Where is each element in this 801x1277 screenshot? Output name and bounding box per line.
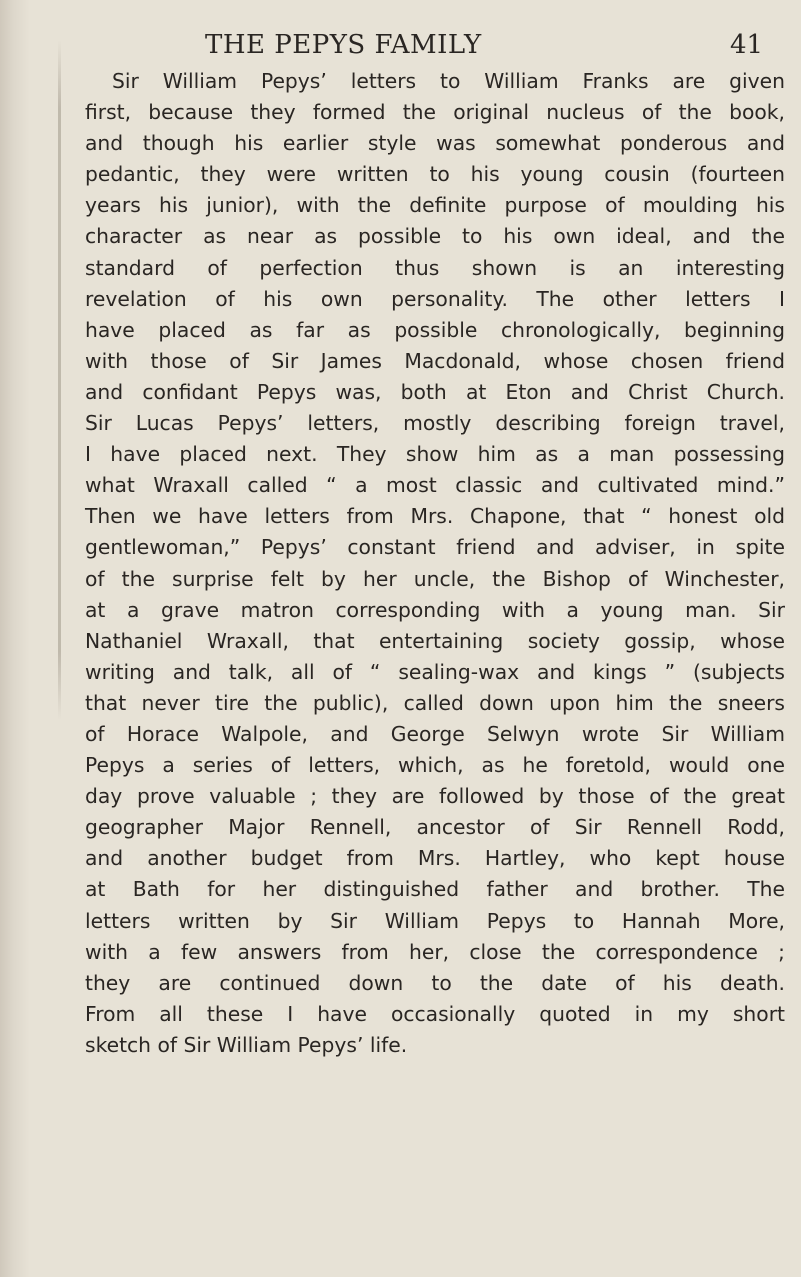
text-line: and another budget from Mrs. Hartley, who kept house [85,846,785,871]
text-line: that never tire the public), called down upon him the sneers [85,690,785,715]
text-line: at Bath for her distinguished father and brother. The [85,877,785,902]
text-line: of the surprise felt by her uncle, the Bishop of Winchester, [85,566,785,591]
text-line: with a few answers from her, close the correspondence ; [85,939,785,964]
text-line: with those of Sir James Macdonald, whose chosen friend [85,348,785,373]
text-line: and though his earlier style was somewhat ponderous and [85,131,785,156]
page-header [0,30,801,64]
text-line: character as near as possible to his own ideal, and the [85,224,785,249]
text-line: revelation of his own personality. The other letters I [85,286,785,311]
body-paragraph [85,66,785,1061]
running-title: THE PEPYS FAMILY [205,30,482,60]
page-gutter-shadow [0,0,30,1277]
text-line: Sir William Pepys’ letters to William Franks are given [112,69,785,93]
text-line: From all these I have occasionally quoted in my short [85,1001,785,1026]
text-line: at a grave matron corresponding with a young man. Sir [85,597,785,622]
page-number: 41 [730,30,764,60]
text-line: Then we have letters from Mrs. Chapone, that “ honest old [85,504,785,529]
text-line: pedantic, they were written to his young cousin (fourteen [85,162,785,187]
text-line: day prove valuable ; they are followed by those of the great [85,784,785,809]
text-line: they are continued down to the date of his death. [85,970,785,995]
text-line: and confidant Pepys was, both at Eton and Christ Church. [85,379,785,404]
text-line: letters written by Sir William Pepys to Hannah More, [85,908,785,933]
text-line: geographer Major Rennell, ancestor of Sir Rennell Rodd, [85,815,785,840]
text-line: of Horace Walpole, and George Selwyn wrote Sir William [85,721,785,746]
text-line: Sir Lucas Pepys’ letters, mostly describing foreign travel, [85,411,785,436]
text-line: have placed as far as possible chronologically, beginning [85,317,785,342]
text-line: writing and talk, all of “ sealing-wax and kings ” (subjects [85,659,785,684]
text-line: Nathaniel Wraxall, that entertaining society gossip, whose [85,628,785,653]
text-line: years his junior), with the definite purpose of moulding his [85,193,785,218]
text-line: sketch of Sir William Pepys’ life. [85,1032,408,1057]
text-line: what Wraxall called “ a most classic and cultivated mind.” [85,473,785,498]
binding-edge [58,40,61,720]
text-line: I have placed next. They show him as a man possessing [85,442,785,467]
text-line: standard of perfection thus shown is an interesting [85,255,785,280]
text-line: Pepys a series of letters, which, as he foretold, would one [85,753,785,778]
text-line: gentlewoman,” Pepys’ constant friend and adviser, in spite [85,535,785,560]
text-line: first, because they formed the original nucleus of the book, [85,100,785,125]
